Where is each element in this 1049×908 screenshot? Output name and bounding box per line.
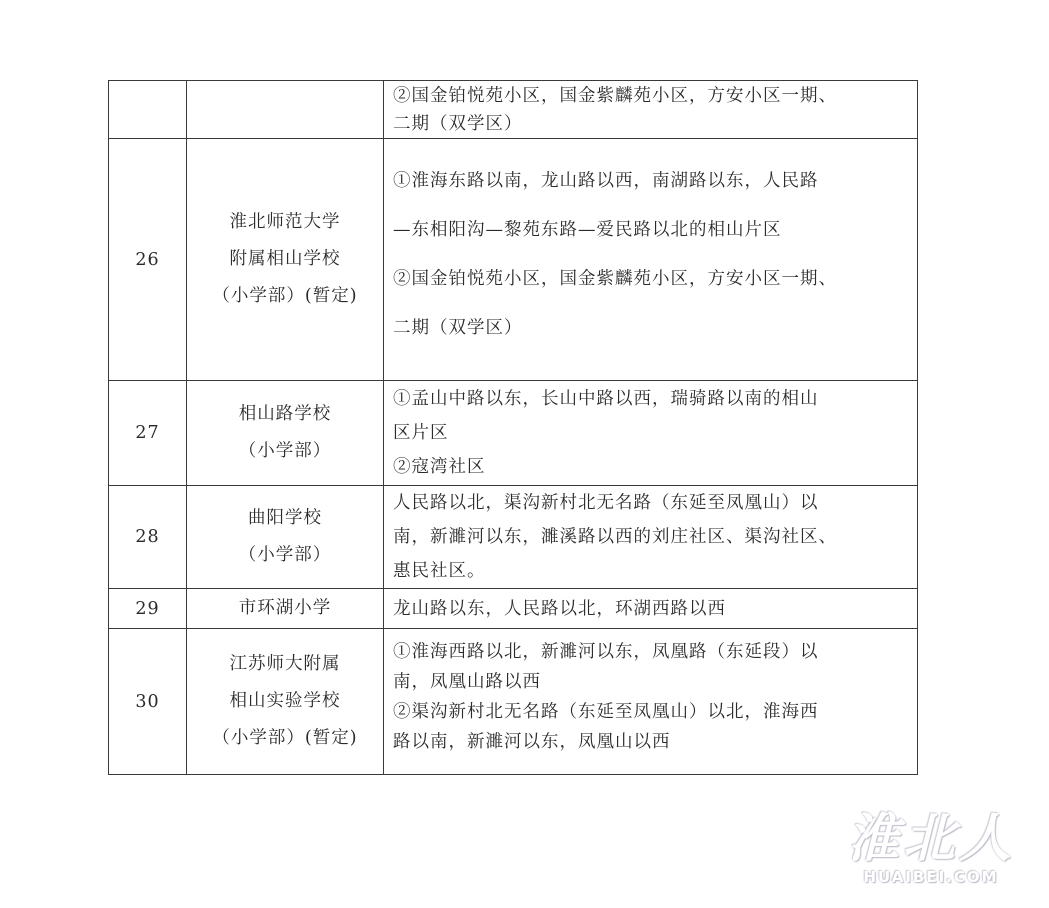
zone-line: ①孟山中路以东，长山中路以西，瑞骑路以南的相山 <box>393 389 819 409</box>
zone-line: 人民路以北，渠沟新村北无名路（东延至凤凰山）以 <box>393 493 819 513</box>
table-row <box>109 486 918 589</box>
zone-line: ②寇湾社区 <box>393 457 486 477</box>
school-name-line: （小学部） <box>238 545 332 565</box>
zone-line: —东相阳沟—黎苑东路—爱民路以北的相山片区 <box>393 220 782 240</box>
school-name-line: （小学部）(暂定) <box>212 728 358 748</box>
row-number-cell: 30 <box>109 629 187 775</box>
zone-line: 路以南，新濉河以东，凤凰山以西 <box>393 732 671 752</box>
school-name-line: 附属相山学校 <box>229 249 341 269</box>
school-name-line: （小学部）(暂定) <box>212 286 358 306</box>
school-name-line: （小学部） <box>238 441 332 461</box>
watermark-chinese-text: 淮北人 <box>846 809 1015 869</box>
school-name-line: 市环湖小学 <box>238 598 332 618</box>
zone-line: ①淮海西路以北，新濉河以东，凤凰路（东延段）以 <box>393 642 819 662</box>
site-watermark <box>847 810 1015 886</box>
zone-line: 南，凤凰山路以西 <box>393 672 541 692</box>
school-district-table <box>108 80 918 775</box>
school-name-line: 曲阳学校 <box>248 508 322 528</box>
table-row <box>109 381 918 486</box>
zone-line: 龙山路以东，人民路以北，环湖西路以西 <box>393 598 726 619</box>
zone-line: 二期（双学区） <box>393 113 523 134</box>
school-name-line: 淮北师范大学 <box>229 212 341 232</box>
zone-description-cell <box>384 629 918 775</box>
row-number-cell: 28 <box>109 486 187 589</box>
zone-description-cell <box>384 139 918 381</box>
school-name-cell <box>187 381 384 486</box>
zone-description-cell <box>384 81 918 139</box>
school-name-line: 相山路学校 <box>238 404 332 424</box>
table-row <box>109 629 918 775</box>
table-row <box>109 589 918 629</box>
zone-description-cell <box>384 589 918 629</box>
table-row <box>109 139 918 381</box>
zone-line: 南，新濉河以东，濉溪路以西的刘庄社区、渠沟社区、 <box>393 527 837 547</box>
zone-description-cell <box>384 486 918 589</box>
zone-line: ②国金铂悦苑小区，国金紫麟苑小区，方安小区一期、 <box>393 85 837 106</box>
table-row <box>109 81 918 139</box>
school-name-line: 相山实验学校 <box>229 691 341 711</box>
row-number-cell: 29 <box>109 589 187 629</box>
row-number-cell <box>109 81 187 139</box>
zone-line: 惠民社区。 <box>393 561 486 581</box>
row-number-cell: 26 <box>109 139 187 381</box>
school-name-cell <box>187 629 384 775</box>
school-name-cell <box>187 139 384 381</box>
school-name-cell <box>187 589 384 629</box>
school-name-cell <box>187 81 384 139</box>
school-name-line: 江苏师大附属 <box>229 654 341 674</box>
zone-line: 二期（双学区） <box>393 318 523 338</box>
watermark-domain-text: HUAIBEI.COM <box>863 868 999 886</box>
zone-line: ②国金铂悦苑小区，国金紫麟苑小区，方安小区一期、 <box>393 269 837 289</box>
zone-description-cell <box>384 381 918 486</box>
zone-line: ②渠沟新村北无名路（东延至凤凰山）以北，淮海西 <box>393 702 819 722</box>
zone-line: 区片区 <box>393 423 449 443</box>
zone-line: ①淮海东路以南，龙山路以西，南湖路以东，人民路 <box>393 171 819 191</box>
school-name-cell <box>187 486 384 589</box>
row-number-cell: 27 <box>109 381 187 486</box>
